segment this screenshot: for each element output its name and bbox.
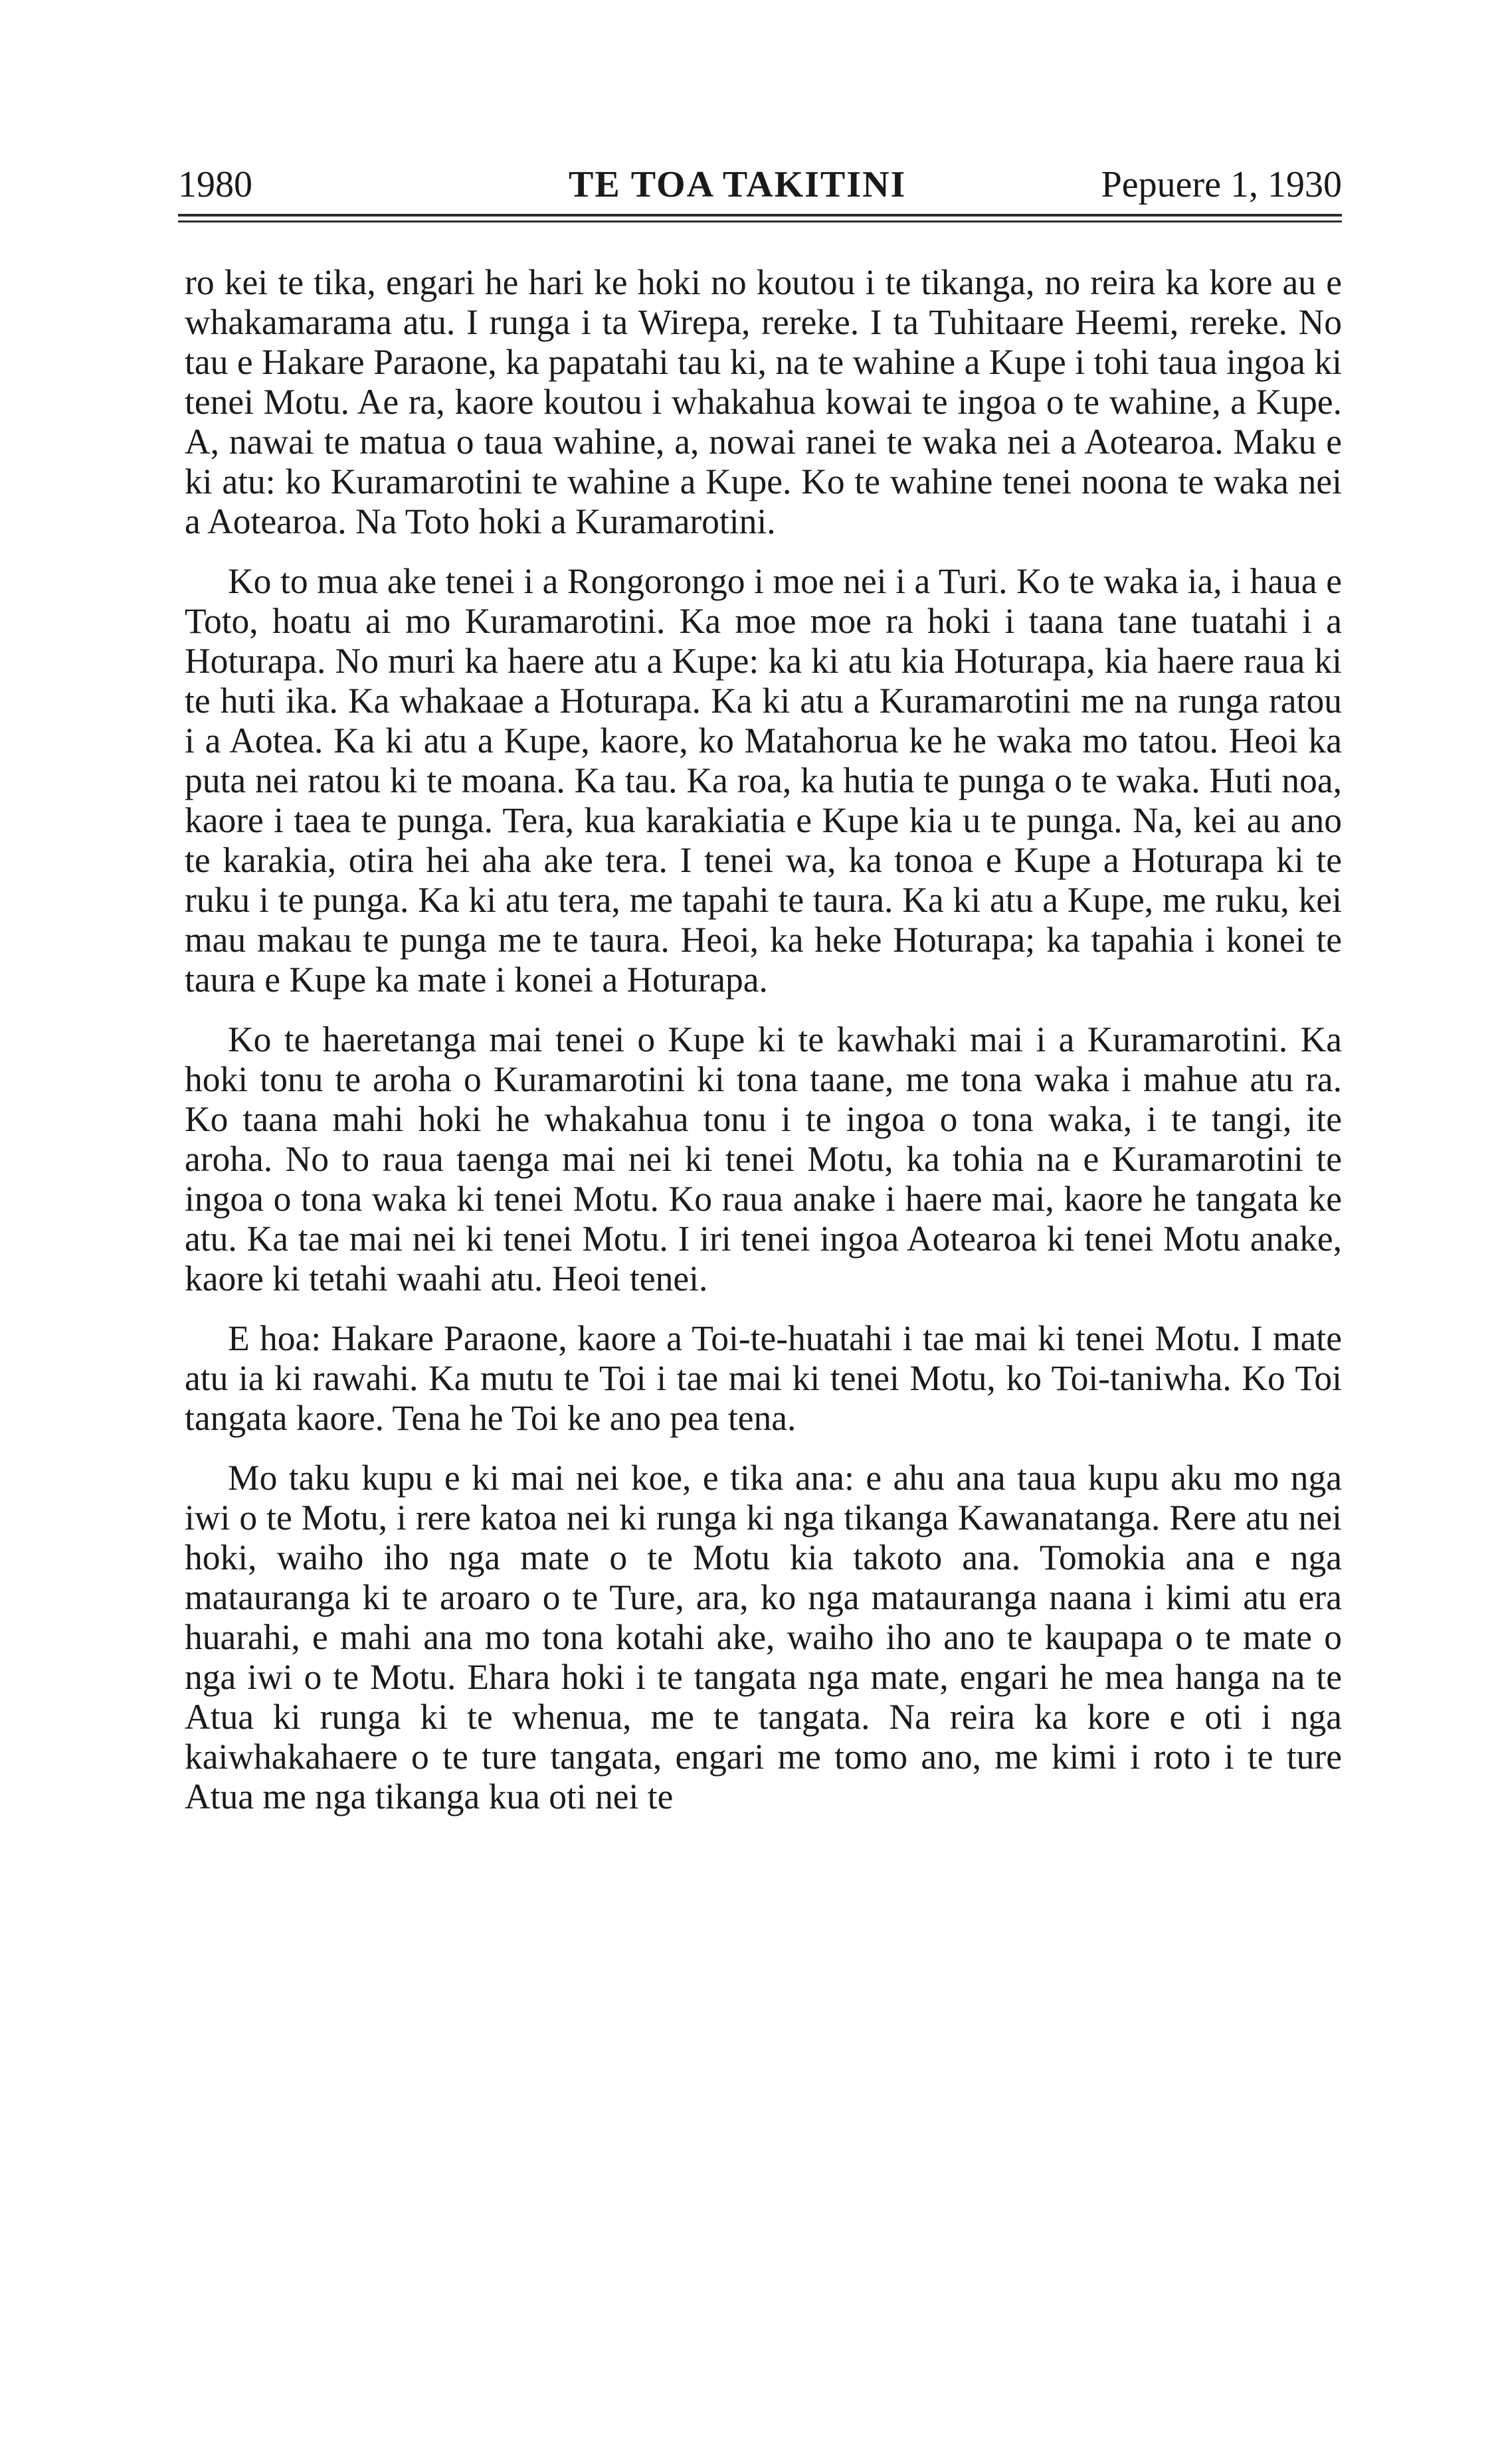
issue-date: Pepuere 1, 1930: [1101, 164, 1342, 205]
header-rule-top: [178, 214, 1342, 217]
running-header: [178, 158, 1342, 211]
paragraph-3: Ko te haeretanga mai tenei o Kupe ki te kawhaki mai i a Kuramarotini. Ka hoki tonu te aroha o Kuramarotini ki tona taane, me tona waka i mahue atu ra. Ko taana mahi hoki he whakahua tonu i te ingoa o tona waka, i te tangi, ite aroha. No to raua taenga mai nei ki tenei Motu, ka tohia na e Kuramarotini te ingoa o tona waka ki tenei Motu. Ko raua anake i haere mai, kaore he tangata ke atu. Ka tae mai nei ki tenei Motu. I iri tenei ingoa Aotearoa ki tenei Motu anake, kaore ki tetahi waahi atu. Heoi tenei.: [185, 1019, 1342, 1298]
paragraph-4: E hoa: Hakare Paraone, kaore a Toi-te-huatahi i tae mai ki tenei Motu. I mate atu ia ki rawahi. Ka mutu te Toi i tae mai ki tenei Motu, ko Toi-taniwha. Ko Toi tangata kaore. Tena he Toi ke ano pea tena.: [185, 1318, 1342, 1438]
paragraph-2: Ko to mua ake tenei i a Rongorongo i moe nei i a Turi. Ko te waka ia, i haua e Toto, hoatu ai mo Kuramarotini. Ka moe moe ra hoki i taana tane tuatahi i a Hoturapa. No muri ka haere atu a Kupe: ka ki atu kia Hoturapa, kia haere raua ki te huti ika. Ka whakaae a Hoturapa. Ka ki atu a Kuramarotini me na runga ratou i a Aotea. Ka ki atu a Kupe, kaore, ko Matahorua ke he waka mo tatou. Heoi ka puta nei ratou ki te moana. Ka tau. Ka roa, ka hutia te punga o te waka. Huti noa, kaore i taea te punga. Tera, kua karakiatia e Kupe kia u te punga. Na, kei au ano te karakia, otira hei aha ake tera. I tenei wa, ka tonoa e Kupe a Hoturapa ki te ruku i te punga. Ka ki atu tera, me tapahi te taura. Ka ki atu a Kupe, me ruku, kei mau makau te punga me te taura. Heoi, ka heke Hoturapa; ka tapahia i konei te taura e Kupe ka mate i konei a Hoturapa.: [185, 561, 1342, 1000]
paragraph-1: ro kei te tika, engari he hari ke hoki no koutou i te tikanga, no reira ka kore au e whakamarama atu. I runga i ta Wirepa, rereke. I ta Tuhitaare Heemi, rereke. No tau e Hakare Paraone, ka papatahi tau ki, na te wahine a Kupe i tohi taua ingoa ki tenei Motu. Ae ra, kaore koutou i whakahua kowai te ingoa o te wahine, a Kupe. A, nawai te matua o taua wahine, a, nowai ranei te waka nei a Aotearoa. Maku e ki atu: ko Kuramarotini te wahine a Kupe. Ko te wahine tenei noona te waka nei a Aotearoa. Na Toto hoki a Kuramarotini.: [185, 262, 1342, 541]
publication-title: TE TOA TAKITINI: [569, 164, 907, 205]
article-body: [185, 262, 1342, 1836]
header-rule-bottom: [178, 220, 1342, 222]
paragraph-5: Mo taku kupu e ki mai nei koe, e tika ana: e ahu ana taua kupu aku mo nga iwi o te Motu, i rere katoa nei ki runga ki nga tikanga Kawanatanga. Rere atu nei hoki, waiho iho nga mate o te Motu kia takoto ana. Tomokia ana e nga matauranga ki te aroaro o te Ture, ara, ko nga matauranga naana i kimi atu era huarahi, e mahi ana mo tona kotahi ake, waiho iho ano te kaupapa o te mate o nga iwi o te Motu. Ehara hoki i te tangata nga mate, engari he mea hanga na te Atua ki runga ki te whenua, me te tangata. Na reira ka kore e oti i nga kaiwhakahaere o te ture tangata, engari me tomo ano, me kimi i roto i te ture Atua me nga tikanga kua oti nei te: [185, 1458, 1342, 1816]
page-number: 1980: [178, 164, 252, 205]
